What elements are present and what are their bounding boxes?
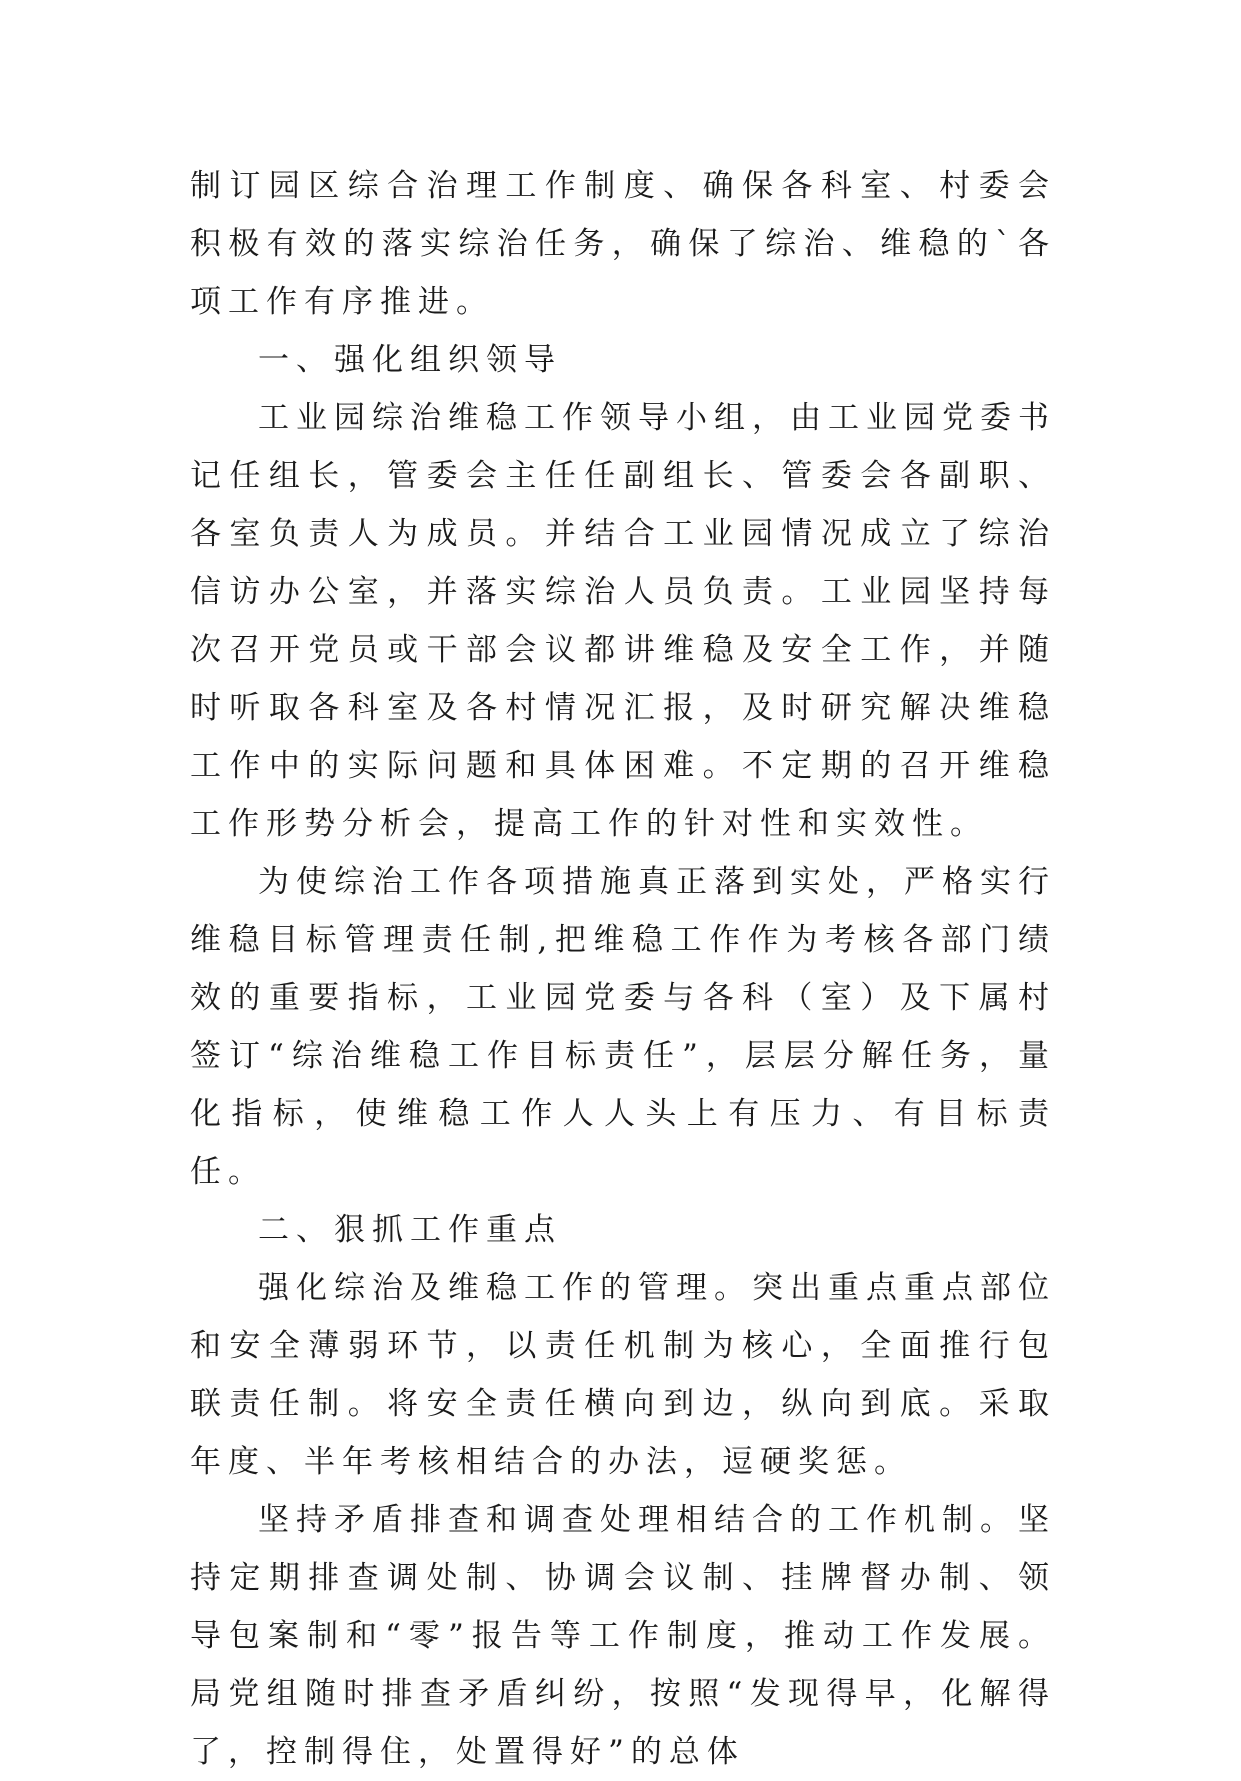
paragraph-leadership-group: 工业园综治维稳工作领导小组，由工业园党委书记任组长，管委会主任任副组长、管委会各副职、各室负责人为成员。并结合工业园情况成立了综治信访办公室，并落实综治人员负责。工业园坚持每次召开党员或干部会议都讲维稳及安全工作，并随时听取各科室及各村情况汇报，及时研究解决维稳工作中的实际问题和具体困难。不定期的召开维稳工作形势分析会，提高工作的针对性和实效性。	[190, 400, 1056, 842]
document-body	[190, 157, 1056, 1781]
paragraph-responsibility-system: 为使综治工作各项措施真正落到实处，严格实行维稳目标管理责任制,把维稳工作作为考核各部门绩效的重要指标，工业园党委与各科（室）及下属村签订“综治维稳工作目标责任”，层层分解任务，量化指标，使维稳工作人人头上有压力、有目标责任。	[190, 864, 1056, 1190]
paragraph-conflict-mechanism: 坚持矛盾排查和调查处理相结合的工作机制。坚持定期排查调处制、协调会议制、挂牌督办制、领导包案制和“零”报告等工作制度，推动工作发展。局党组随时排查矛盾纠纷，按照“发现得早，化解得了，控制得住，处置得好”的总体	[190, 1502, 1056, 1770]
section-heading-2: 二、狠抓工作重点	[258, 1212, 562, 1248]
section-heading-1: 一、强化组织领导	[258, 342, 562, 378]
paragraph-continued: 制订园区综合治理工作制度、确保各科室、村委会积极有效的落实综治任务，确保了综治、维稳的`各项工作有序推进。	[190, 168, 1056, 320]
paragraph-management: 强化综治及维稳工作的管理。突出重点重点部位和安全薄弱环节，以责任机制为核心，全面推行包联责任制。将安全责任横向到边，纵向到底。采取年度、半年考核相结合的办法，逗硬奖惩。	[190, 1270, 1056, 1480]
